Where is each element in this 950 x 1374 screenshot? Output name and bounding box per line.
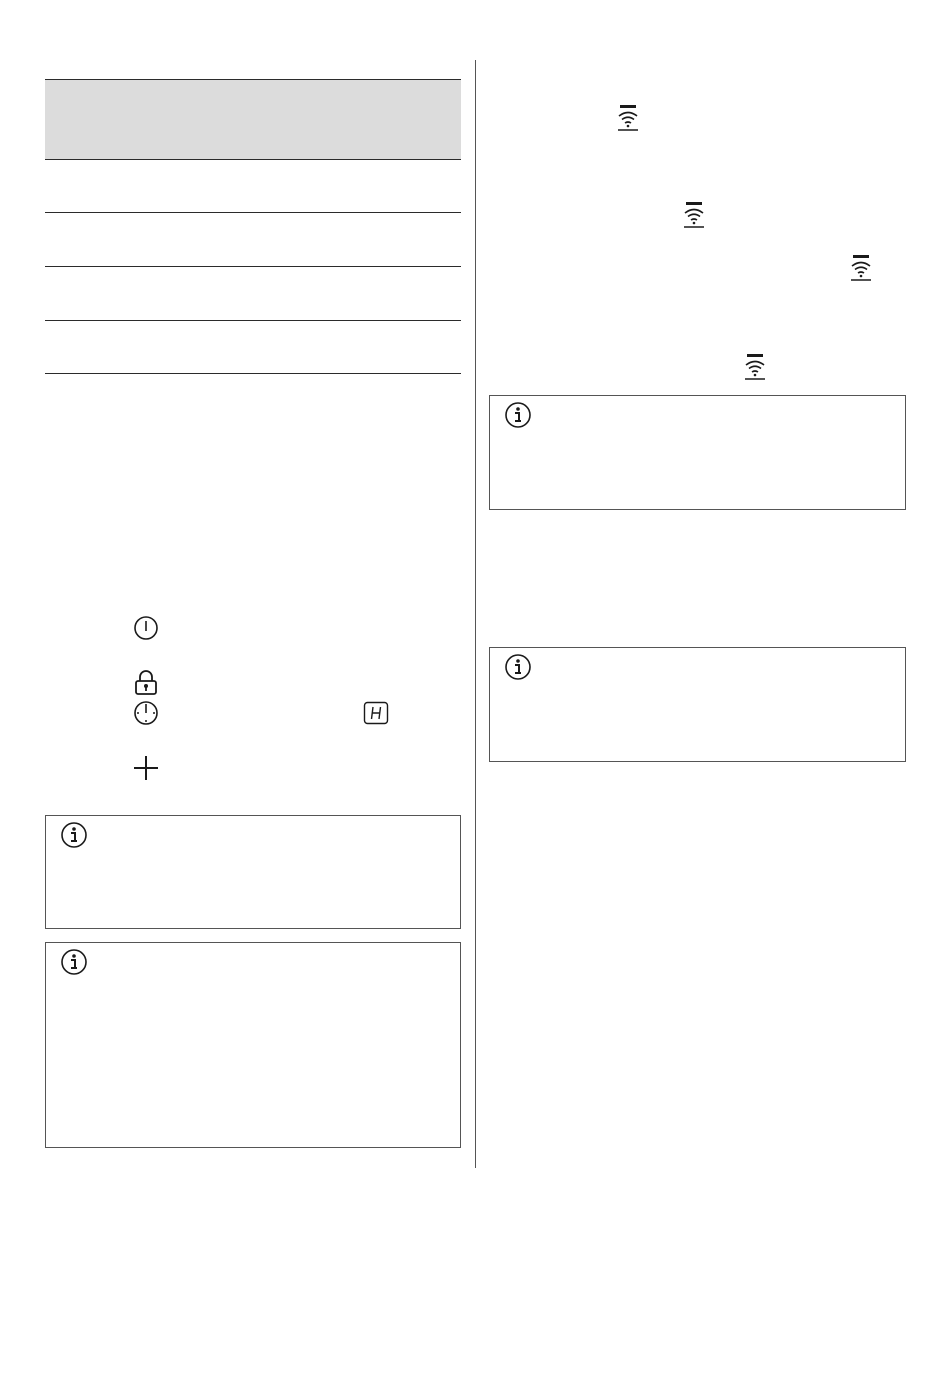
hob-hood-wifi-icon	[616, 104, 640, 132]
info-icon	[60, 821, 88, 849]
info-note-box	[45, 942, 461, 1148]
table-header-row	[45, 79, 461, 160]
timer-icon	[133, 700, 159, 726]
plus-icon	[133, 755, 159, 781]
info-note-box	[489, 395, 906, 510]
info-icon	[504, 653, 532, 681]
info-note-box	[489, 647, 906, 762]
info-note-box	[45, 815, 461, 929]
hob-hood-wifi-icon	[849, 254, 873, 282]
table-row-divider	[45, 320, 461, 321]
table-row-divider	[45, 159, 461, 160]
table-row-divider	[45, 266, 461, 267]
table-bottom-rule	[45, 373, 461, 374]
hob-hood-wifi-icon	[743, 353, 767, 381]
column-divider	[475, 60, 476, 1168]
info-icon	[60, 948, 88, 976]
table-row-divider	[45, 212, 461, 213]
hob-hood-wifi-icon	[682, 201, 706, 229]
residual-heat-h-icon	[363, 701, 389, 725]
power-icon	[133, 615, 159, 641]
info-icon	[504, 401, 532, 429]
lock-icon	[134, 670, 158, 696]
